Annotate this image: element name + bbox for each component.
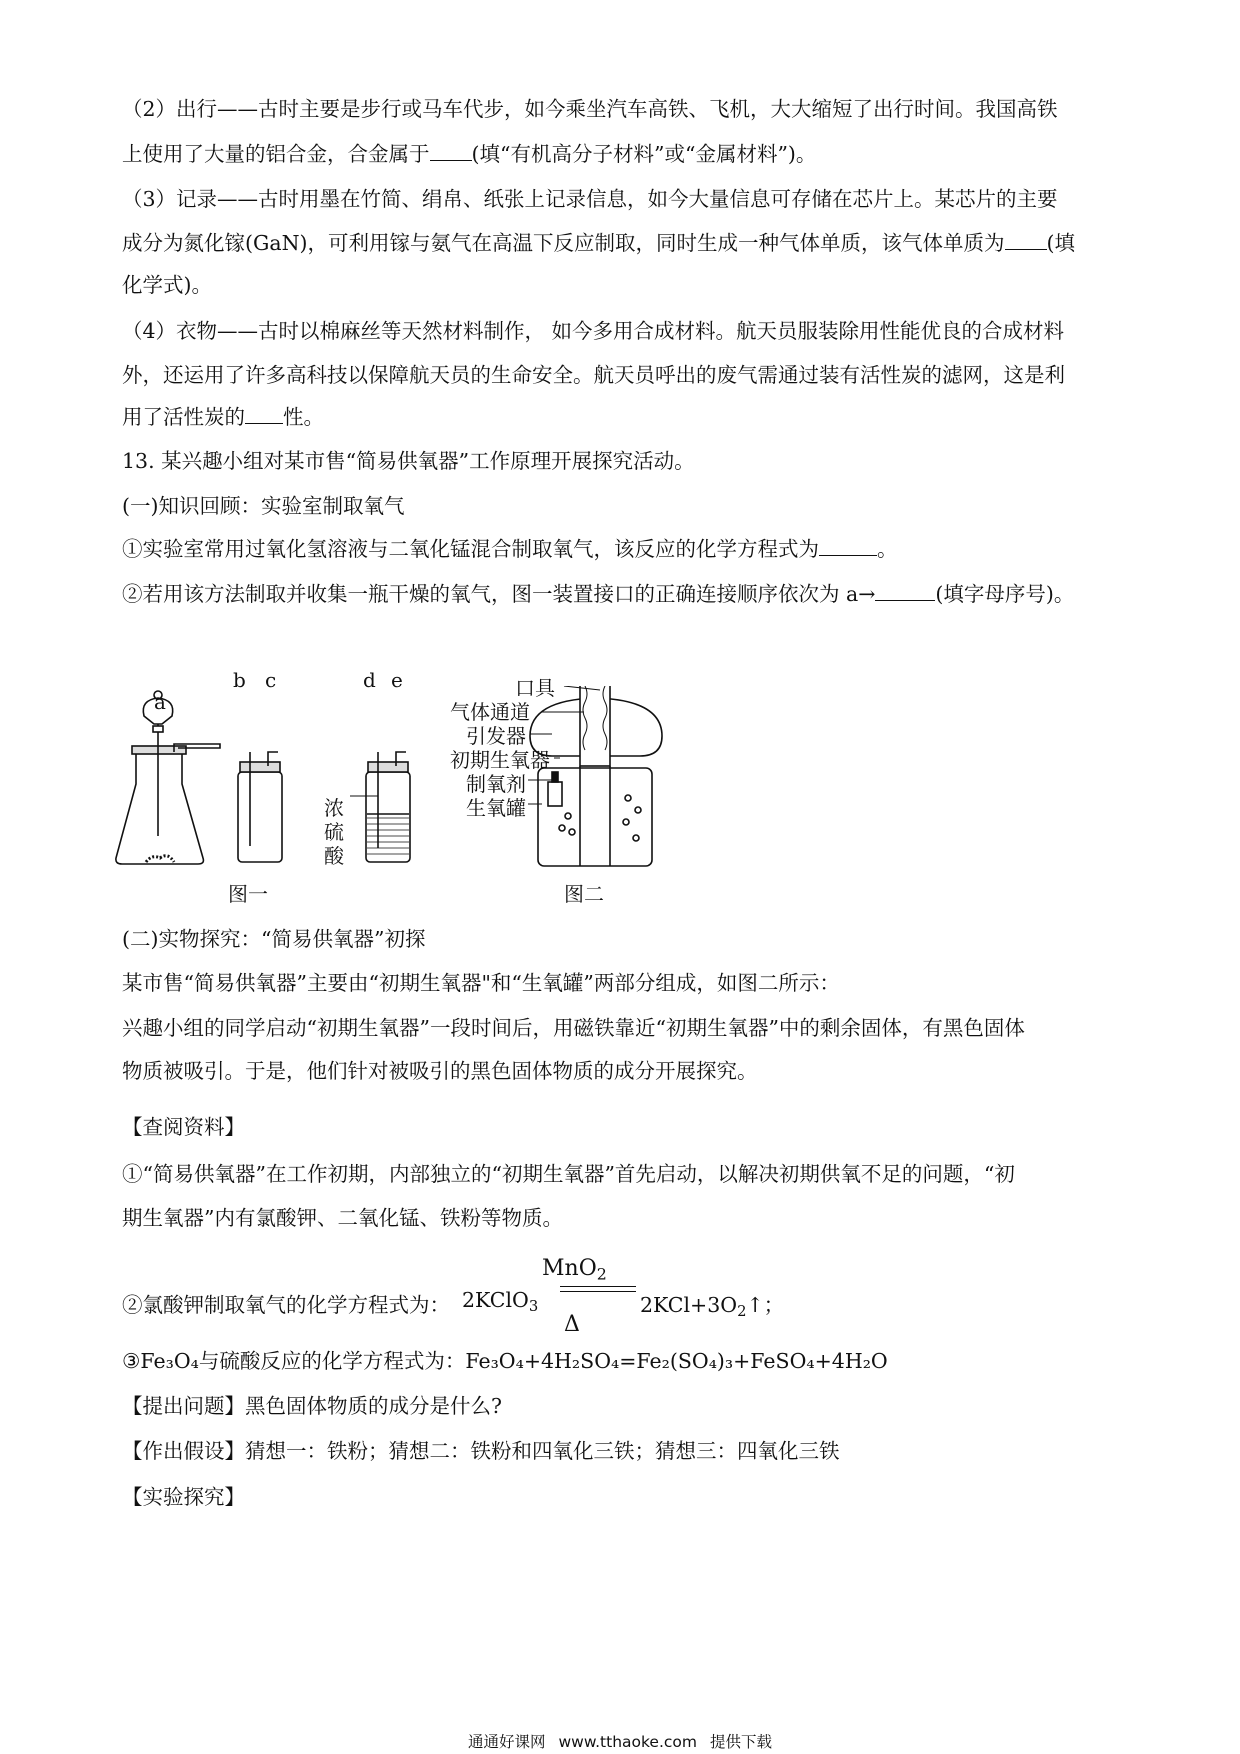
eqn-condition: Δ (564, 1312, 580, 1337)
question-title: 【提出问题】黑色固体物质的成分是什么? (122, 1394, 502, 1418)
q13-p4-line1: 兴趣小组的同学启动“初期生氧器”一段时间后，用磁铁靠近“初期生氧器”中的剩余固体，有黑色固体 (122, 1016, 1025, 1040)
text: (填“有机高分子材料”或“金属材料”)。 (471, 142, 817, 166)
q13-p3: 某市售“简易供氧器”主要由“初期生氧器"和“生氧罐”两部分组成，如图二所示： (122, 971, 840, 995)
subscript: 2 (737, 1303, 747, 1321)
eqn-reactant (462, 1288, 539, 1316)
bottle-stopper-icon (368, 762, 408, 772)
label-a: a (154, 690, 166, 714)
answer-blank[interactable] (875, 582, 935, 601)
text: 用了活性炭的 (122, 405, 245, 429)
text: (填 (1046, 231, 1076, 255)
acid-label-3: 酸 (324, 844, 344, 868)
q12-item4-line2: 外，还运用了许多高科技以保障航天员的生命安全。航天员呼出的废气需通过装有活性炭的滤网，这是利 (122, 363, 1065, 387)
subscript: 2 (596, 1264, 607, 1284)
label-oxygen-agent: 制氧剂 (466, 772, 526, 796)
ref-item3: ③Fe₃O₄与硫酸反应的化学方程式为：Fe₃O₄+4H₂SO₄=Fe₂(SO₄)₃+FeSO₄+4H₂O (122, 1349, 888, 1373)
text: 成分为氮化镓(GaN)，可利用镓与氨气在高温下反应制取，同时生成一种气体单质，该气体单质为 (122, 231, 1005, 255)
label-d: d (363, 668, 376, 692)
apparatus-figures (110, 668, 810, 921)
kclo3-equation (122, 1256, 922, 1342)
acid-hatching-icon (367, 818, 409, 854)
hypothesis: 【作出假设】猜想一：铁粉；猜想二：铁粉和四氧化三铁；猜想三：四氧化三铁 (122, 1439, 840, 1463)
gas-channel-icon (580, 686, 610, 766)
acid-label-1: 浓 (324, 796, 344, 820)
text: ↑； (746, 1293, 785, 1317)
text: ①实验室常用过氧化氢溶液与二氧化锰混合制取氧气，该反应的化学方程式为 (122, 537, 819, 561)
eqn-double-line (560, 1286, 636, 1292)
text: 上使用了大量的铝合金，合金属于 (122, 142, 430, 166)
q12-item4-line1: （4）衣物——古时以棉麻丝等天然材料制作， 如今多用合成材料。航天员服装除用性能优良的合成材料 (122, 319, 1065, 343)
flask-stopper-icon (132, 746, 186, 754)
eqn-prefix: ②氯酸钾制取氧气的化学方程式为： (122, 1293, 450, 1317)
initial-generator-icon (548, 782, 562, 806)
text: 。 (877, 537, 898, 561)
q12-item3-line1: （3）记录——古时用墨在竹简、绢帛、纸张上记录信息，如今大量信息可存储在芯片上。某芯片的主要 (122, 187, 1058, 211)
q12-item4-line3 (122, 404, 1132, 430)
fig1-caption: 图一 (228, 882, 268, 906)
text: 2KCl+3O (640, 1293, 738, 1317)
label-igniter: 引发器 (466, 724, 526, 748)
ref-item1-line1: ①“简易供氧器”在工作初期，内部独立的“初期生氧器”首先启动，以解决初期供氧不足的问题，“初 (122, 1162, 1015, 1186)
label-mouthpiece: 口具 (515, 676, 555, 700)
q13-p4-line2: 物质被吸引。于是，他们针对被吸引的黑色固体物质的成分开展探究。 (122, 1059, 758, 1083)
label-initial-generator: 初期生氧器 (450, 748, 550, 772)
eqn-catalyst (542, 1256, 607, 1284)
q12-item3-line2 (122, 230, 1132, 256)
label-b: b (233, 668, 246, 692)
q13-p2 (122, 581, 1132, 607)
footer-note: 提供下载 (709, 1733, 772, 1751)
ref-item1-line2: 期生氧器”内有氯酸钾、二氧化锰、铁粉等物质。 (122, 1206, 563, 1230)
bottle-stopper-icon (240, 762, 280, 772)
text: 性。 (283, 405, 324, 429)
q13-intro: 13. 某兴趣小组对某市售“简易供氧器”工作原理开展探究活动。 (122, 449, 695, 473)
flask-body-icon (116, 752, 204, 864)
label-c: c (265, 668, 277, 692)
answer-blank[interactable] (245, 405, 283, 424)
q12-item3-line3: 化学式)。 (122, 273, 212, 297)
answer-blank[interactable] (1005, 231, 1047, 250)
q12-item2-line2 (122, 141, 1132, 167)
answer-blank[interactable] (430, 142, 472, 161)
q12-item2-line1: （2）出行——古时主要是步行或马车代步，如今乘坐汽车高铁、飞机，大大缩短了出行时间。我国高铁 (122, 97, 1058, 121)
text: MnO (542, 1256, 597, 1281)
solid-particles-icon (146, 856, 174, 862)
q13-part2-title: (二)实物探究：“简易供氧器”初探 (122, 927, 426, 951)
subscript: 3 (528, 1298, 539, 1316)
label-canister: 生氧罐 (466, 796, 526, 820)
answer-blank[interactable] (819, 537, 877, 556)
bottle-d-e-icon (366, 772, 410, 862)
text: ②若用该方法制取并收集一瓶干燥的氧气，图一装置接口的正确连接顺序依次为 a→ (122, 582, 876, 606)
funnel-tap-icon (153, 726, 163, 732)
acid-label-2: 硫 (324, 820, 344, 844)
footer (0, 1732, 1240, 1752)
eqn-product (640, 1288, 785, 1321)
q13-part1-title: (一)知识回顾：实验室制取氧气 (122, 494, 405, 518)
label-e: e (391, 668, 403, 692)
q13-p1 (122, 536, 1132, 562)
label-gas-channel: 气体通道 (450, 700, 530, 724)
footer-url[interactable]: www.tthaoke.com (558, 1733, 697, 1751)
footer-brand: 通通好课网 (468, 1733, 546, 1751)
text: (填字母序号)。 (935, 582, 1075, 606)
experiment-title: 【实验探究】 (122, 1485, 245, 1509)
fig2-caption: 图二 (564, 882, 604, 906)
ref-title: 【查阅资料】 (122, 1115, 245, 1139)
text: 2KClO (462, 1288, 529, 1312)
bottle-b-c-icon (238, 772, 282, 862)
